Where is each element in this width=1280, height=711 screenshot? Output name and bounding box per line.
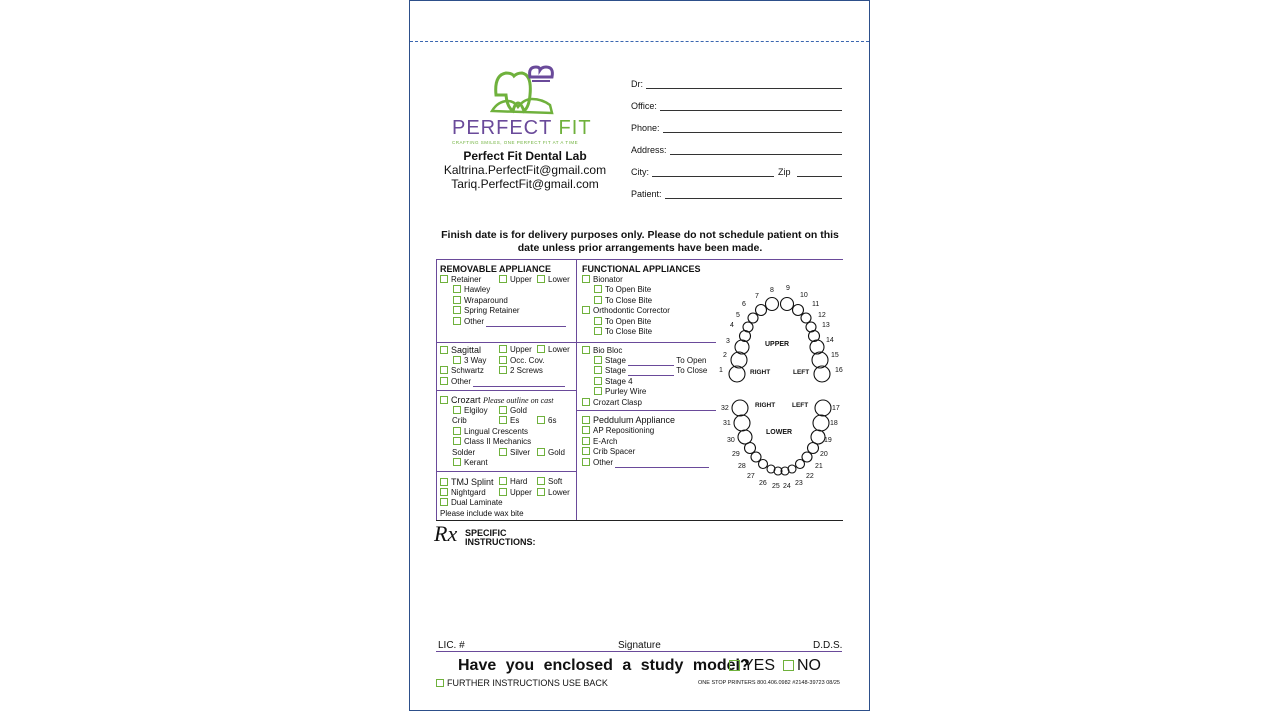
sagittal-upper-option[interactable]: Upper xyxy=(499,345,532,355)
stage-close-option[interactable]: Stage To Close xyxy=(594,366,707,376)
nightgard-option[interactable]: Nightgard xyxy=(440,488,486,498)
hawley-option[interactable]: Hawley xyxy=(453,285,490,295)
city-field[interactable]: City: xyxy=(631,167,774,177)
sagittal-option[interactable]: Sagittal xyxy=(440,345,481,355)
tooth-number: 15 xyxy=(831,352,839,359)
specific-instructions-label: SPECIFIC INSTRUCTIONS: xyxy=(465,528,536,547)
two-screws-option[interactable]: 2 Screws xyxy=(499,366,543,376)
tooth-number: 2 xyxy=(723,352,727,359)
stage-open-option[interactable]: Stage To Open xyxy=(594,356,706,366)
functional-title: FUNCTIONAL APPLIANCES xyxy=(582,264,701,274)
retainer-lower-option[interactable]: Lower xyxy=(537,275,570,285)
office-field[interactable]: Office: xyxy=(631,101,842,111)
patient-field[interactable]: Patient: xyxy=(631,189,842,199)
zip-field[interactable]: Zip xyxy=(778,167,842,177)
divider-functional-2 xyxy=(576,410,716,411)
solder-gold-option[interactable]: Gold xyxy=(537,448,565,458)
lingual-crescents-option[interactable]: Lingual Crescents xyxy=(453,427,528,437)
six-s-option[interactable]: 6s xyxy=(537,416,556,426)
wraparound-option[interactable]: Wraparound xyxy=(453,296,508,306)
lower-label: LOWER xyxy=(766,429,793,436)
tooth-number: 3 xyxy=(726,338,730,345)
ap-repositioning-option[interactable]: AP Repositioning xyxy=(582,426,654,436)
nightgard-upper-option[interactable]: Upper xyxy=(499,488,532,498)
purley-wire-option[interactable]: Purley Wire xyxy=(594,387,646,397)
upper-arch-teeth xyxy=(729,298,830,383)
bio-bloc-option[interactable]: Bio Bloc xyxy=(582,346,622,356)
tooth-number: 7 xyxy=(755,293,759,300)
tooth-number: 22 xyxy=(806,473,814,480)
tooth-number: 29 xyxy=(732,451,740,458)
removable-title: REMOVABLE APPLIANCE xyxy=(440,264,552,274)
logo-tagline: CRAFTING SMILES, ONE PERFECT FIT AT A TIME xyxy=(452,140,579,145)
peddulum-option[interactable]: Peddulum Appliance xyxy=(582,415,675,425)
upper-left-label: LEFT xyxy=(793,369,810,376)
tooth-number: 9 xyxy=(786,285,790,292)
tooth-number: 8 xyxy=(770,287,774,294)
dr-field[interactable]: Dr: xyxy=(631,79,842,89)
dual-laminate-option[interactable]: Dual Laminate xyxy=(440,498,503,508)
tooth-number: 13 xyxy=(822,322,830,329)
e-arch-option[interactable]: E-Arch xyxy=(582,437,617,447)
tooth-number: 25 xyxy=(772,483,780,490)
sagittal-other-option[interactable]: Other xyxy=(440,377,565,387)
tooth-number: 30 xyxy=(727,437,735,444)
wax-bite-note: Please include wax bite xyxy=(440,509,524,518)
lab-name: Perfect Fit Dental Lab xyxy=(463,149,587,163)
signature-line[interactable] xyxy=(436,651,842,652)
es-option[interactable]: Es xyxy=(499,416,519,426)
tooth-number: 19 xyxy=(824,437,832,444)
phone-field[interactable]: Phone: xyxy=(631,123,842,133)
logo-wordmark: PERFECT FIT xyxy=(452,117,592,139)
divider-removable-2 xyxy=(436,390,576,391)
lab-email-2: Tariq.PerfectFit@gmail.com xyxy=(451,177,599,191)
crozart-option[interactable]: Crozart Please outline on cast xyxy=(440,395,553,406)
tooth-number: 14 xyxy=(826,337,834,344)
crozart-gold-option[interactable]: Gold xyxy=(499,406,527,416)
functional-other-option[interactable]: Other xyxy=(582,458,709,468)
retainer-other-option[interactable]: Other xyxy=(453,317,566,327)
crib-spacer-option[interactable]: Crib Spacer xyxy=(582,447,635,457)
tooth-number: 31 xyxy=(723,420,731,427)
study-model-no[interactable]: NO xyxy=(783,657,821,675)
bionator-open-bite-option[interactable]: To Open Bite xyxy=(594,285,651,295)
upper-label: UPPER xyxy=(765,341,790,348)
tooth-number: 11 xyxy=(812,301,820,308)
further-instructions-option[interactable]: FURTHER INSTRUCTIONS USE BACK xyxy=(436,678,608,688)
bionator-close-bite-option[interactable]: To Close Bite xyxy=(594,296,652,306)
tooth-number: 27 xyxy=(747,473,755,480)
soft-option[interactable]: Soft xyxy=(537,477,562,487)
ortho-open-bite-option[interactable]: To Open Bite xyxy=(594,317,651,327)
retainer-upper-option[interactable]: Upper xyxy=(499,275,532,285)
tooth-number: 23 xyxy=(795,480,803,487)
nightgard-lower-option[interactable]: Lower xyxy=(537,488,570,498)
rx-symbol: Rx xyxy=(434,521,458,546)
lab-email-1: Kaltrina.PerfectFit@gmail.com xyxy=(443,163,607,177)
tooth-number: 18 xyxy=(830,420,838,427)
delivery-notice: Finish date is for delivery purposes only. Please do not schedule patient on this date unless prior arrangements have been made. xyxy=(441,229,839,254)
three-way-option[interactable]: 3 Way xyxy=(453,356,486,366)
tooth-number: 20 xyxy=(820,451,828,458)
stage-4-option[interactable]: Stage 4 xyxy=(594,377,633,387)
solder-label: Solder xyxy=(452,448,476,457)
address-field[interactable]: Address: xyxy=(631,145,842,155)
lic-label: LIC. # xyxy=(438,640,465,651)
dds-label: D.D.S. xyxy=(813,640,843,651)
lab-prescription-form xyxy=(409,0,870,711)
occ-cov-option[interactable]: Occ. Cov. xyxy=(499,356,545,366)
grid-top-line xyxy=(436,259,843,260)
tooth-number: 28 xyxy=(738,463,746,470)
hard-option[interactable]: Hard xyxy=(499,477,527,487)
tooth-number: 1 xyxy=(719,367,723,374)
upper-right-label: RIGHT xyxy=(750,369,771,376)
elgiloy-option[interactable]: Elgiloy xyxy=(453,406,488,416)
tooth-number: 12 xyxy=(818,312,826,319)
sagittal-lower-option[interactable]: Lower xyxy=(537,345,570,355)
tooth-number: 26 xyxy=(759,480,767,487)
divider-removable-1 xyxy=(436,342,576,343)
schwartz-option[interactable]: Schwartz xyxy=(440,366,484,376)
tooth-number: 21 xyxy=(815,463,823,470)
class-2-option[interactable]: Class II Mechanics xyxy=(453,437,531,447)
tooth-number: 17 xyxy=(832,405,840,412)
study-model-question: Have you enclosed a study model? xyxy=(458,657,750,674)
divider-functional-1 xyxy=(576,342,716,343)
grid-bottom-line xyxy=(436,520,843,521)
tooth-logo-icon xyxy=(490,63,560,117)
perforation-line xyxy=(410,41,869,42)
lower-right-label: RIGHT xyxy=(755,402,776,409)
grid-center-divider xyxy=(576,259,577,520)
bionator-option[interactable]: Bionator xyxy=(582,275,623,285)
lower-left-label: LEFT xyxy=(792,402,809,409)
tooth-number: 6 xyxy=(742,301,746,308)
tooth-number: 32 xyxy=(721,405,729,412)
tooth-number: 4 xyxy=(730,322,734,329)
kerant-option[interactable]: Kerant xyxy=(453,458,488,468)
ortho-corrector-option[interactable]: Orthodontic Corrector xyxy=(582,306,670,316)
signature-label: Signature xyxy=(618,640,661,651)
crib-label: Crib xyxy=(452,416,467,425)
crozart-clasp-option[interactable]: Crozart Clasp xyxy=(582,398,642,408)
tooth-number: 16 xyxy=(835,367,843,374)
retainer-option[interactable]: Retainer xyxy=(440,275,481,285)
printer-imprint: ONE STOP PRINTERS 800.406.0982 #2148-39723 08/25 xyxy=(698,680,840,686)
tmj-splint-option[interactable]: TMJ Splint xyxy=(440,477,494,487)
ortho-close-bite-option[interactable]: To Close Bite xyxy=(594,327,652,337)
study-model-yes[interactable]: YES xyxy=(729,657,775,675)
tooth-number: 10 xyxy=(800,292,808,299)
silver-option[interactable]: Silver xyxy=(499,448,530,458)
spring-retainer-option[interactable]: Spring Retainer xyxy=(453,306,520,316)
tooth-number: 5 xyxy=(736,312,740,319)
divider-removable-3 xyxy=(436,471,576,472)
tooth-number: 24 xyxy=(783,483,791,490)
